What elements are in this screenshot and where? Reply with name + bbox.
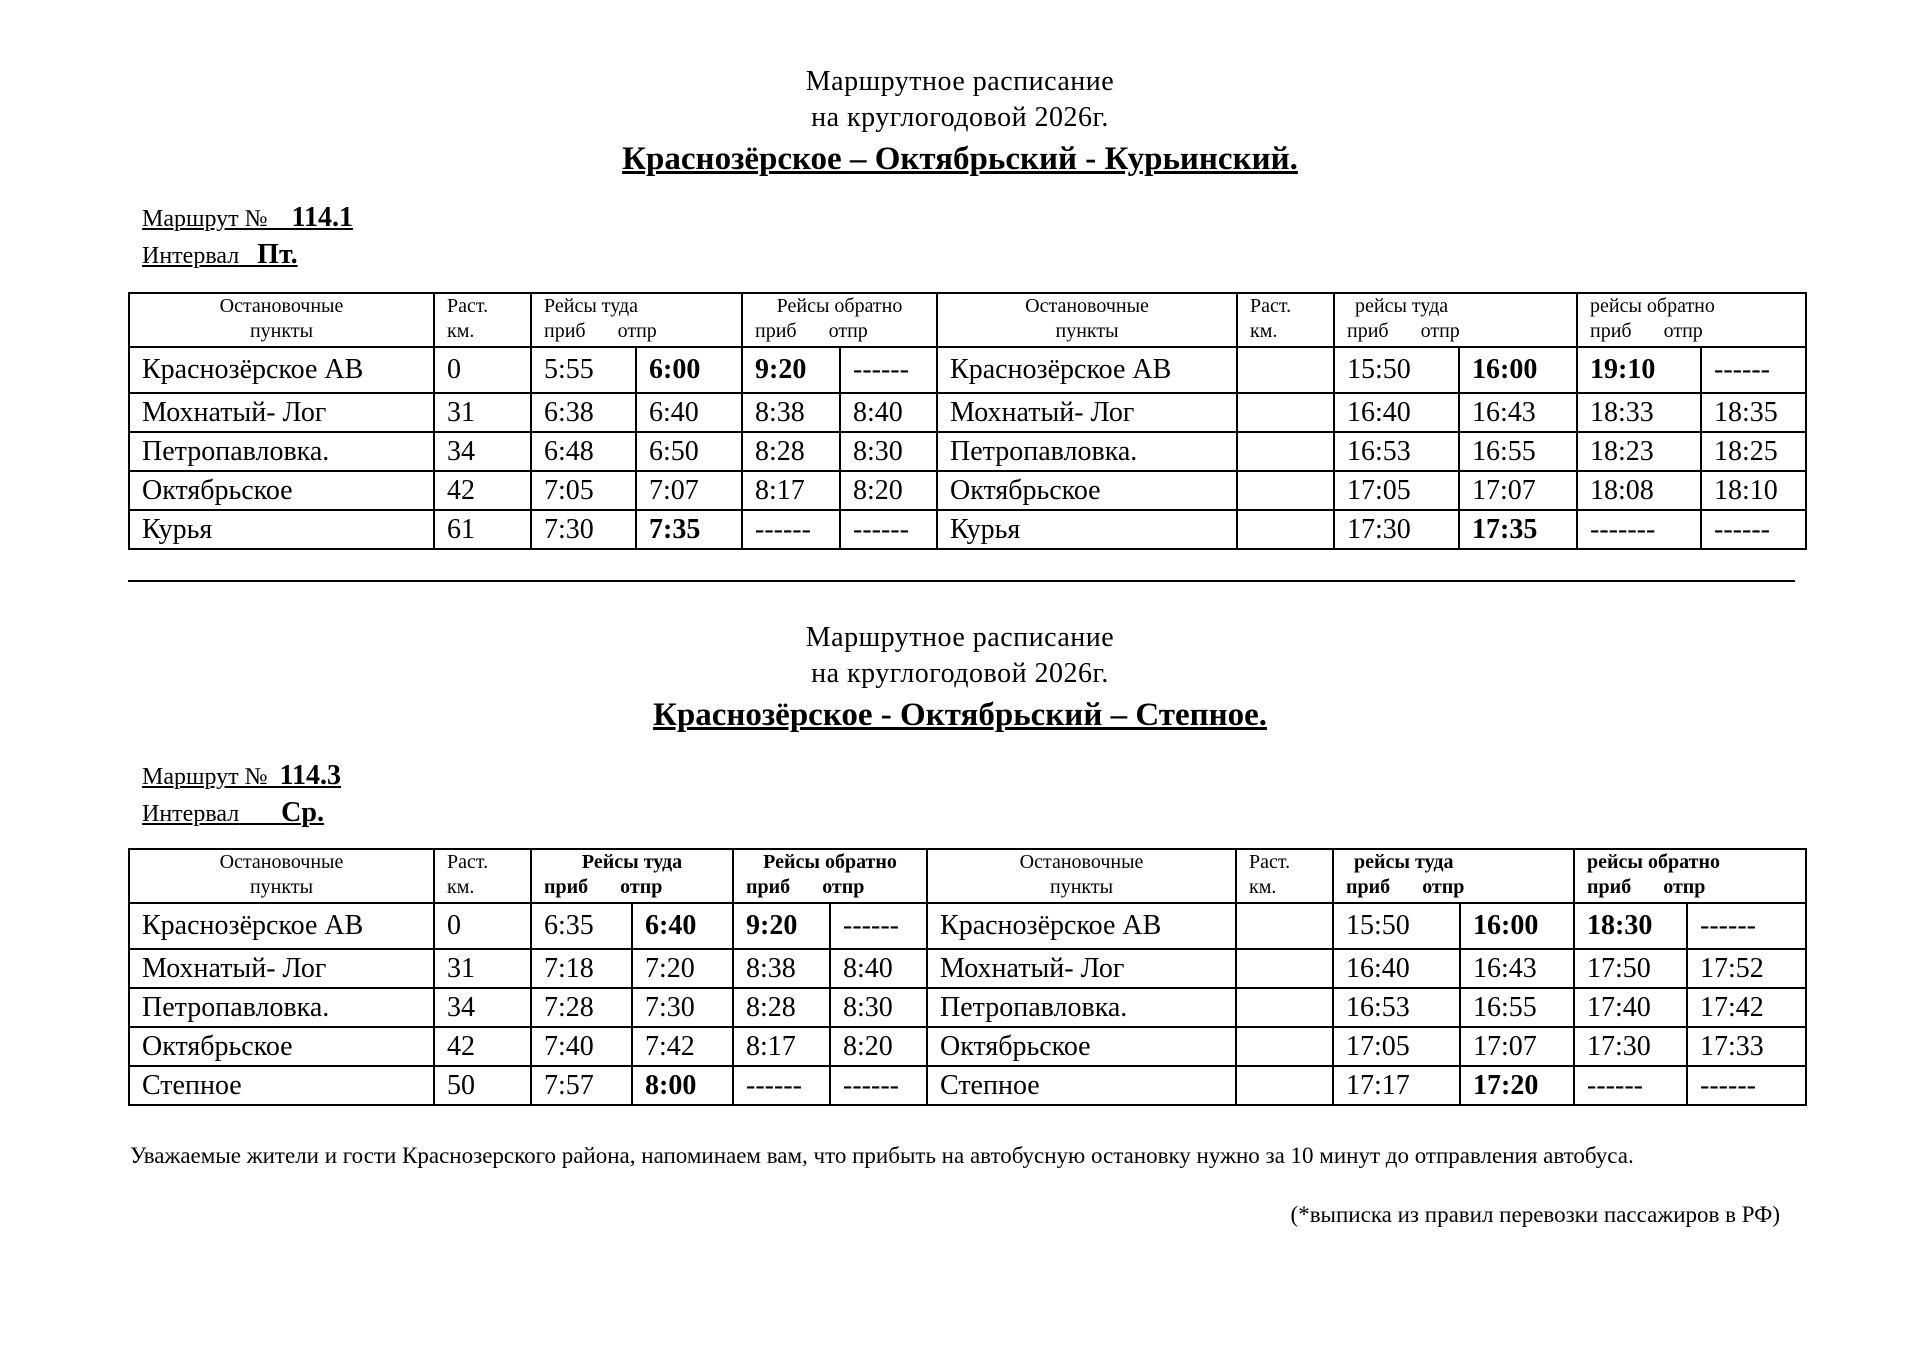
header-arrival: приб bbox=[1590, 320, 1632, 342]
cell-there-arrival: 16:53 bbox=[1334, 432, 1459, 471]
cell-there-departure: 17:35 bbox=[1459, 510, 1577, 549]
schedule-subheading: на круглогодовой 2026г. bbox=[811, 102, 1109, 133]
schedule-1-meta bbox=[142, 200, 353, 274]
cell-back-departure: 18:35 bbox=[1701, 393, 1806, 432]
cell-stop-name: Мохнатый- Лог bbox=[129, 393, 434, 432]
cell-distance bbox=[1237, 347, 1334, 393]
rules-footnote: (*выписка из правил перевозки пассажиров в РФ) bbox=[1290, 1202, 1780, 1227]
cell-there-departure: 7:07 bbox=[636, 471, 742, 510]
header-trips-there: Рейсы туда bbox=[581, 851, 683, 873]
cell-there-arrival: 7:28 bbox=[531, 988, 632, 1027]
header-trips-there: Рейсы туда bbox=[544, 295, 639, 317]
interval-value: Пт. bbox=[257, 239, 298, 270]
schedule-1-title-block bbox=[0, 64, 1920, 180]
header-stops-line2: пункты bbox=[1049, 876, 1114, 898]
header-stops: Остановочные bbox=[219, 851, 344, 873]
header-arrival: приб bbox=[1347, 320, 1389, 342]
cell-back-departure: ------ bbox=[1701, 510, 1806, 549]
schedule-2-table bbox=[128, 848, 1807, 1106]
cell-stop-name: Октябрьское bbox=[927, 1027, 1236, 1066]
cell-distance: 31 bbox=[434, 949, 531, 988]
cell-back-arrival: 18:30 bbox=[1574, 903, 1687, 949]
cell-back-departure: ------ bbox=[840, 510, 937, 549]
cell-there-departure: 6:00 bbox=[636, 347, 742, 393]
cell-back-departure: 17:52 bbox=[1687, 949, 1806, 988]
interval-label: Интервал bbox=[142, 243, 240, 269]
header-departure: отпр bbox=[1663, 876, 1706, 898]
header-stops: Остановочные bbox=[219, 295, 344, 317]
cell-back-arrival: 17:30 bbox=[1574, 1027, 1687, 1066]
cell-there-departure: 7:35 bbox=[636, 510, 742, 549]
cell-back-departure: 8:20 bbox=[830, 1027, 927, 1066]
cell-distance bbox=[1237, 471, 1334, 510]
header-distance: Раст. bbox=[1249, 851, 1291, 873]
header-trips-back: Рейсы обратно bbox=[763, 851, 897, 873]
cell-there-arrival: 7:40 bbox=[531, 1027, 632, 1066]
cell-back-departure: 8:40 bbox=[840, 393, 937, 432]
route-number: 114.1 bbox=[291, 202, 354, 233]
cell-back-departure: 17:42 bbox=[1687, 988, 1806, 1027]
cell-there-arrival: 6:35 bbox=[531, 903, 632, 949]
table-row bbox=[129, 510, 1806, 549]
cell-distance: 31 bbox=[434, 393, 531, 432]
header-distance: Раст. bbox=[447, 295, 489, 317]
table-row bbox=[129, 988, 1806, 1027]
cell-there-arrival: 16:40 bbox=[1333, 949, 1460, 988]
cell-there-departure: 17:07 bbox=[1460, 1027, 1574, 1066]
cell-back-arrival: 19:10 bbox=[1577, 347, 1701, 393]
cell-back-arrival: ------ bbox=[742, 510, 840, 549]
cell-distance bbox=[1236, 1066, 1333, 1105]
cell-back-departure: ------ bbox=[1687, 903, 1806, 949]
header-arrival: приб bbox=[1346, 876, 1391, 898]
cell-back-arrival: 18:23 bbox=[1577, 432, 1701, 471]
cell-back-departure: 8:30 bbox=[830, 988, 927, 1027]
cell-distance: 0 bbox=[434, 347, 531, 393]
header-stops: Остановочные bbox=[1019, 851, 1144, 873]
header-stops: Остановочные bbox=[1025, 295, 1149, 317]
cell-back-departure: 8:40 bbox=[830, 949, 927, 988]
cell-distance: 34 bbox=[434, 432, 531, 471]
cell-back-departure: 8:30 bbox=[840, 432, 937, 471]
cell-there-departure: 7:20 bbox=[632, 949, 733, 988]
schedule-heading: Маршрутное расписание bbox=[805, 66, 1115, 97]
header-departure: отпр bbox=[822, 876, 865, 898]
header-distance-unit: км. bbox=[1250, 320, 1278, 342]
cell-stop-name: Курья bbox=[937, 510, 1237, 549]
cell-stop-name: Краснозёрское АВ bbox=[129, 903, 434, 949]
cell-there-departure: 16:43 bbox=[1459, 393, 1577, 432]
cell-back-arrival: 8:17 bbox=[742, 471, 840, 510]
cell-stop-name: Октябрьское bbox=[129, 1027, 434, 1066]
header-departure: отпр bbox=[617, 320, 657, 342]
cell-back-arrival: 17:50 bbox=[1574, 949, 1687, 988]
cell-back-arrival: 9:20 bbox=[742, 347, 840, 393]
cell-there-departure: 16:00 bbox=[1459, 347, 1577, 393]
header-arrival: приб bbox=[746, 876, 791, 898]
table-row bbox=[129, 393, 1806, 432]
cell-there-arrival: 5:55 bbox=[531, 347, 636, 393]
table-row bbox=[129, 347, 1806, 393]
cell-there-departure: 17:20 bbox=[1460, 1066, 1574, 1105]
header-distance: Раст. bbox=[1250, 295, 1292, 317]
cell-distance bbox=[1236, 903, 1333, 949]
header-stops-line2: пункты bbox=[249, 320, 314, 342]
header-trips-there: рейсы туда bbox=[1354, 851, 1454, 873]
cell-distance bbox=[1237, 393, 1334, 432]
cell-distance bbox=[1237, 510, 1334, 549]
cell-there-arrival: 7:05 bbox=[531, 471, 636, 510]
table-header-row bbox=[129, 293, 1806, 347]
cell-distance bbox=[1236, 988, 1333, 1027]
table-row bbox=[129, 903, 1806, 949]
cell-there-departure: 17:07 bbox=[1459, 471, 1577, 510]
cell-there-arrival: 6:38 bbox=[531, 393, 636, 432]
cell-back-departure: ------ bbox=[1687, 1066, 1806, 1105]
header-departure: отпр bbox=[1420, 320, 1460, 342]
cell-there-departure: 16:55 bbox=[1460, 988, 1574, 1027]
header-departure: отпр bbox=[1663, 320, 1703, 342]
route-label: Маршрут № bbox=[142, 764, 268, 790]
header-arrival: приб bbox=[544, 320, 586, 342]
header-stops-line2: пункты bbox=[1055, 320, 1119, 342]
cell-stop-name: Степное bbox=[129, 1066, 434, 1105]
cell-distance bbox=[1236, 949, 1333, 988]
cell-stop-name: Мохнатый- Лог bbox=[129, 949, 434, 988]
header-distance-unit: км. bbox=[447, 320, 475, 342]
header-distance-unit: км. bbox=[447, 876, 475, 898]
cell-there-arrival: 17:05 bbox=[1334, 471, 1459, 510]
cell-distance: 34 bbox=[434, 988, 531, 1027]
header-trips-back: рейсы обратно bbox=[1587, 851, 1720, 873]
header-trips-there: рейсы туда bbox=[1355, 295, 1449, 317]
cell-there-arrival: 6:48 bbox=[531, 432, 636, 471]
cell-back-arrival: 8:28 bbox=[742, 432, 840, 471]
schedule-2-meta bbox=[142, 758, 341, 832]
interval-value: Ср. bbox=[281, 797, 324, 828]
header-departure: отпр bbox=[620, 876, 663, 898]
table-header-row bbox=[129, 849, 1806, 903]
cell-stop-name: Петропавловка. bbox=[129, 432, 434, 471]
cell-there-arrival: 7:57 bbox=[531, 1066, 632, 1105]
cell-stop-name: Октябрьское bbox=[937, 471, 1237, 510]
route-name: Краснозёрское – Октябрьский - Курьинский. bbox=[622, 141, 1298, 177]
route-name: Краснозёрское - Октябрьский – Степное. bbox=[652, 697, 1268, 733]
cell-there-departure: 7:42 bbox=[632, 1027, 733, 1066]
cell-back-arrival: ------ bbox=[733, 1066, 830, 1105]
cell-back-departure: 8:20 bbox=[840, 471, 937, 510]
cell-there-arrival: 17:17 bbox=[1333, 1066, 1460, 1105]
cell-back-arrival: 8:17 bbox=[733, 1027, 830, 1066]
schedule-heading: Маршрутное расписание bbox=[805, 622, 1115, 653]
cell-distance bbox=[1236, 1027, 1333, 1066]
schedule-1-table bbox=[128, 292, 1807, 550]
header-stops-line2: пункты bbox=[249, 876, 314, 898]
cell-distance: 42 bbox=[434, 471, 531, 510]
cell-stop-name: Мохнатый- Лог bbox=[937, 393, 1237, 432]
cell-back-departure: 18:25 bbox=[1701, 432, 1806, 471]
cell-back-departure: ------ bbox=[830, 903, 927, 949]
table-row bbox=[129, 1066, 1806, 1105]
interval-label: Интервал bbox=[142, 801, 240, 827]
header-trips-back: Рейсы обратно bbox=[776, 295, 903, 317]
cell-back-departure: ------ bbox=[840, 347, 937, 393]
cell-there-arrival: 15:50 bbox=[1333, 903, 1460, 949]
table-row bbox=[129, 471, 1806, 510]
cell-stop-name: Степное bbox=[927, 1066, 1236, 1105]
cell-back-arrival: 18:08 bbox=[1577, 471, 1701, 510]
cell-back-departure: 18:10 bbox=[1701, 471, 1806, 510]
cell-distance bbox=[1237, 432, 1334, 471]
table-row bbox=[129, 1027, 1806, 1066]
cell-there-departure: 6:40 bbox=[636, 393, 742, 432]
route-label: Маршрут № bbox=[142, 206, 268, 232]
header-arrival: приб bbox=[755, 320, 797, 342]
cell-there-departure: 6:50 bbox=[636, 432, 742, 471]
cell-there-arrival: 7:30 bbox=[531, 510, 636, 549]
cell-back-departure: ------ bbox=[830, 1066, 927, 1105]
passenger-notice: Уважаемые жители и гости Краснозерского района, напоминаем вам, что прибыть на автобусную остановку нужно за 10 минут до отправления автобуса. bbox=[130, 1143, 1634, 1168]
cell-there-arrival: 15:50 bbox=[1334, 347, 1459, 393]
cell-distance: 50 bbox=[434, 1066, 531, 1105]
cell-there-departure: 16:55 bbox=[1459, 432, 1577, 471]
cell-distance: 61 bbox=[434, 510, 531, 549]
section-divider bbox=[128, 580, 1795, 582]
cell-stop-name: Петропавловка. bbox=[129, 988, 434, 1027]
table-row bbox=[129, 949, 1806, 988]
header-trips-back: рейсы обратно bbox=[1590, 295, 1715, 317]
cell-there-departure: 16:00 bbox=[1460, 903, 1574, 949]
cell-there-arrival: 16:53 bbox=[1333, 988, 1460, 1027]
table-row bbox=[129, 432, 1806, 471]
cell-back-departure: 17:33 bbox=[1687, 1027, 1806, 1066]
cell-back-arrival: ------ bbox=[1574, 1066, 1687, 1105]
header-distance: Раст. bbox=[447, 851, 489, 873]
header-arrival: приб bbox=[1587, 876, 1632, 898]
cell-there-departure: 16:43 bbox=[1460, 949, 1574, 988]
cell-back-arrival: 9:20 bbox=[733, 903, 830, 949]
cell-distance: 42 bbox=[434, 1027, 531, 1066]
schedule-subheading: на круглогодовой 2026г. bbox=[811, 658, 1109, 689]
header-arrival: приб bbox=[544, 876, 589, 898]
cell-back-arrival: 8:38 bbox=[733, 949, 830, 988]
cell-stop-name: Курья bbox=[129, 510, 434, 549]
cell-stop-name: Краснозёрское АВ bbox=[937, 347, 1237, 393]
cell-back-arrival: 18:33 bbox=[1577, 393, 1701, 432]
cell-there-arrival: 17:30 bbox=[1334, 510, 1459, 549]
cell-stop-name: Петропавловка. bbox=[937, 432, 1237, 471]
header-departure: отпр bbox=[1422, 876, 1465, 898]
cell-there-arrival: 7:18 bbox=[531, 949, 632, 988]
cell-there-departure: 8:00 bbox=[632, 1066, 733, 1105]
cell-there-arrival: 17:05 bbox=[1333, 1027, 1460, 1066]
cell-there-arrival: 16:40 bbox=[1334, 393, 1459, 432]
header-departure: отпр bbox=[828, 320, 868, 342]
cell-back-arrival: 17:40 bbox=[1574, 988, 1687, 1027]
cell-there-departure: 6:40 bbox=[632, 903, 733, 949]
cell-back-arrival: ------- bbox=[1577, 510, 1701, 549]
cell-back-arrival: 8:38 bbox=[742, 393, 840, 432]
cell-stop-name: Петропавловка. bbox=[927, 988, 1236, 1027]
cell-stop-name: Октябрьское bbox=[129, 471, 434, 510]
cell-stop-name: Краснозёрское АВ bbox=[129, 347, 434, 393]
cell-back-departure: ------ bbox=[1701, 347, 1806, 393]
header-distance-unit: км. bbox=[1249, 876, 1277, 898]
cell-stop-name: Краснозёрское АВ bbox=[927, 903, 1236, 949]
cell-stop-name: Мохнатый- Лог bbox=[927, 949, 1236, 988]
route-number: 114.3 bbox=[279, 760, 342, 791]
cell-there-departure: 7:30 bbox=[632, 988, 733, 1027]
schedule-2-title-block bbox=[0, 620, 1920, 736]
cell-back-arrival: 8:28 bbox=[733, 988, 830, 1027]
cell-distance: 0 bbox=[434, 903, 531, 949]
